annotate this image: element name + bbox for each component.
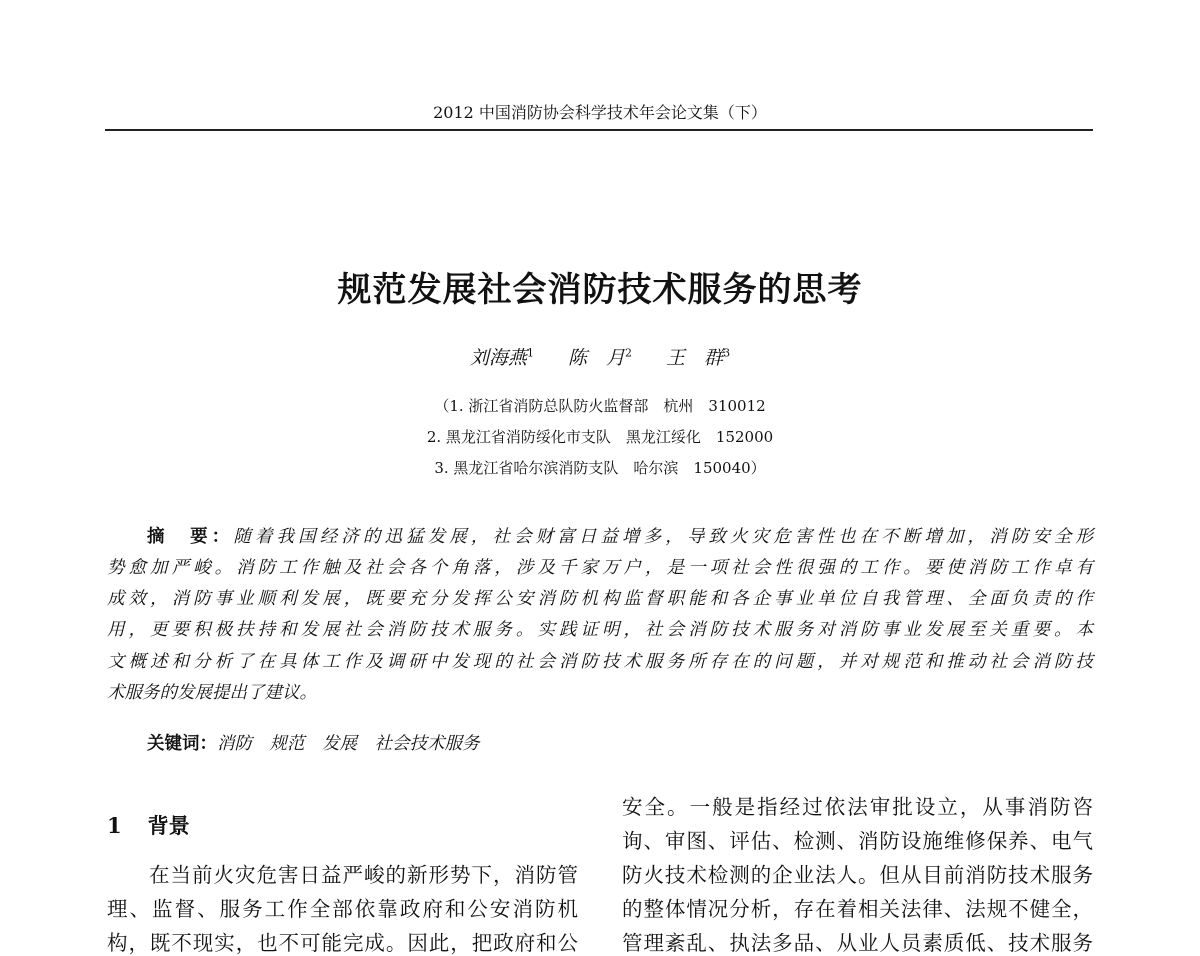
abstract-line: 术服务的发展提出了建议。	[107, 683, 317, 703]
body-line: 的整体情况分析，存在着相关法律、法规不健全，	[622, 897, 1093, 921]
abstract-line: 势愈加严峻。消防工作触及社会各个角落，涉及千家万户，是一项社会性很强的工作。要使消防工作卓有	[107, 558, 1093, 578]
abstract-text: 随着我国经济的迅猛发展，社会财富日益增多，导致火灾危害性也在不断增加，消防安全形	[233, 527, 1093, 547]
author	[470, 347, 534, 369]
author	[568, 347, 632, 369]
author-name: 刘海燕	[469, 347, 527, 369]
body-line: 管理紊乱、执法多品、从业人员素质低、技术服务	[622, 931, 1093, 955]
abstract-line: 文概述和分析了在具体工作及调研中发现的社会消防技术服务所存在的问题，并对规范和推动社会消防技	[107, 652, 1093, 672]
body-line: 防火技术检测的企业法人。但从目前消防技术服务	[622, 863, 1093, 887]
author	[666, 347, 730, 369]
section-heading	[107, 810, 190, 840]
abstract-line	[147, 523, 1093, 548]
abstract-line: 用，更要积极扶持和发展社会消防技术服务。实践证明，社会消防技术服务对消防事业发展至关重要。本	[107, 620, 1093, 640]
abstract-label: 摘 要：	[147, 527, 234, 547]
author-name: 陈 月	[567, 347, 625, 369]
keywords	[147, 730, 480, 755]
author-affiliation-number: 3	[723, 346, 731, 360]
section-number: 1	[107, 813, 122, 838]
body-line: 在当前火灾危害日益严峻的新形势下，消防管	[149, 863, 578, 887]
affiliation: 2. 黑龙江省消防绥化市支队 黑龙江绥化 152000	[426, 428, 774, 446]
affiliation: 3. 黑龙江省哈尔滨消防支队 哈尔滨 150040）	[434, 459, 766, 477]
body-line: 安全。一般是指经过依法审批设立，从事消防咨	[622, 795, 1093, 819]
header-rule	[105, 129, 1093, 131]
body-line: 询、审图、评估、检测、消防设施维修保养、电气	[622, 829, 1093, 853]
keywords-value: 消防 规范 发展 社会技术服务	[217, 734, 480, 754]
author-affiliation-number: 2	[625, 346, 632, 360]
keywords-label: 关键词：	[147, 734, 217, 754]
section-title: 背景	[147, 813, 190, 838]
author-list	[0, 343, 1200, 370]
body-line: 构，既不现实，也不可能完成。因此，把政府和公	[107, 931, 578, 955]
author-name: 王 群	[666, 347, 724, 369]
author-affiliation-number: 1	[526, 346, 534, 360]
affiliation: （1. 浙江省消防总队防火监督部 杭州 310012	[434, 397, 766, 415]
abstract-line: 成效，消防事业顺利发展，既要充分发挥公安消防机构监督职能和各企事业单位自我管理、全面负责的作	[107, 589, 1093, 609]
paper-title: 规范发展社会消防技术服务的思考	[337, 270, 863, 310]
running-header: 2012 中国消防协会科学技术年会论文集（下）	[433, 103, 767, 122]
body-line: 理、监督、服务工作全部依靠政府和公安消防机	[107, 897, 578, 921]
